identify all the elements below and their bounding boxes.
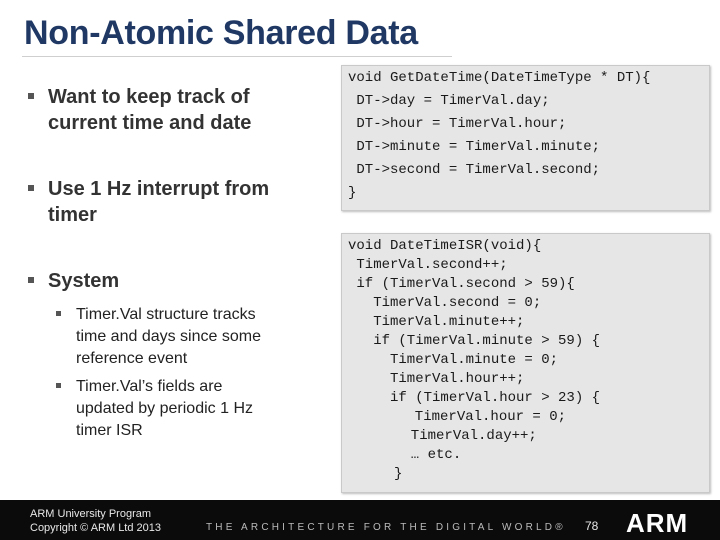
code-line: TimerVal.hour = 0; [356, 409, 567, 425]
code-block-get-date-time [341, 65, 710, 211]
title-divider [22, 56, 452, 57]
sub-bullet-line: Timer.Val structure tracks [76, 306, 256, 323]
code-line: if (TimerVal.second > 59){ [348, 276, 575, 292]
sub-bullet-line: timer ISR [76, 422, 143, 439]
code-line: TimerVal.minute = 0; [348, 352, 559, 368]
sub-bullet-item [56, 376, 318, 442]
bullet-line: current time and date [48, 112, 252, 134]
bullet-item [28, 176, 318, 228]
code-line: TimerVal.second++; [348, 257, 508, 273]
code-line: DT->day = TimerVal.day; [348, 93, 550, 109]
bullet-square-icon [28, 277, 34, 283]
code-line: TimerVal.day++; [352, 428, 537, 444]
code-line: } [352, 466, 403, 482]
bullet-square-icon [56, 311, 61, 316]
footer-credits [30, 507, 161, 535]
code-line: void DateTimeISR(void){ [348, 238, 542, 254]
code-line: } [348, 185, 357, 201]
bullet-line: System [48, 270, 120, 292]
sub-bullet-line: reference event [76, 350, 188, 367]
bullet-line: Use 1 Hz interrupt from [48, 178, 270, 200]
code-line: TimerVal.minute++; [348, 314, 525, 330]
bullet-item [28, 84, 318, 136]
footer-bar [0, 500, 720, 540]
code-line: if (TimerVal.hour > 23) { [348, 390, 601, 406]
code-block-date-time-isr [341, 233, 710, 493]
code-line: TimerVal.hour++; [348, 371, 525, 387]
sub-bullet-item [56, 304, 318, 370]
footer-copyright: Copyright © ARM Ltd 2013 [30, 522, 162, 534]
footer-tagline: THE ARCHITECTURE FOR THE DIGITAL WORLD® [206, 522, 566, 533]
code-line: … etc. [352, 447, 462, 463]
bullet-line: timer [48, 204, 97, 226]
sub-bullet-line: updated by periodic 1 Hz [76, 400, 253, 417]
code-line: TimerVal.second = 0; [348, 295, 542, 311]
footer-program: ARM University Program [30, 508, 152, 520]
page-number: 78 [585, 519, 599, 533]
bullet-line: Want to keep track of [48, 86, 250, 108]
sub-bullet-line: Timer.Val’s fields are [76, 378, 223, 395]
code-line: if (TimerVal.minute > 59) { [348, 333, 601, 349]
bullet-item [28, 268, 318, 294]
sub-bullet-line: time and days since some [76, 328, 261, 345]
bullet-square-icon [56, 383, 61, 388]
bullet-square-icon [28, 93, 34, 99]
code-line: void GetDateTime(DateTimeType * DT){ [348, 70, 651, 86]
bullet-list [28, 84, 318, 442]
code-line: DT->hour = TimerVal.hour; [348, 116, 567, 132]
bullet-square-icon [28, 185, 34, 191]
slide-title: Non-Atomic Shared Data [24, 14, 418, 52]
code-line: DT->minute = TimerVal.minute; [348, 139, 601, 155]
arm-logo: ARM [626, 508, 689, 538]
code-line: DT->second = TimerVal.second; [348, 162, 601, 178]
